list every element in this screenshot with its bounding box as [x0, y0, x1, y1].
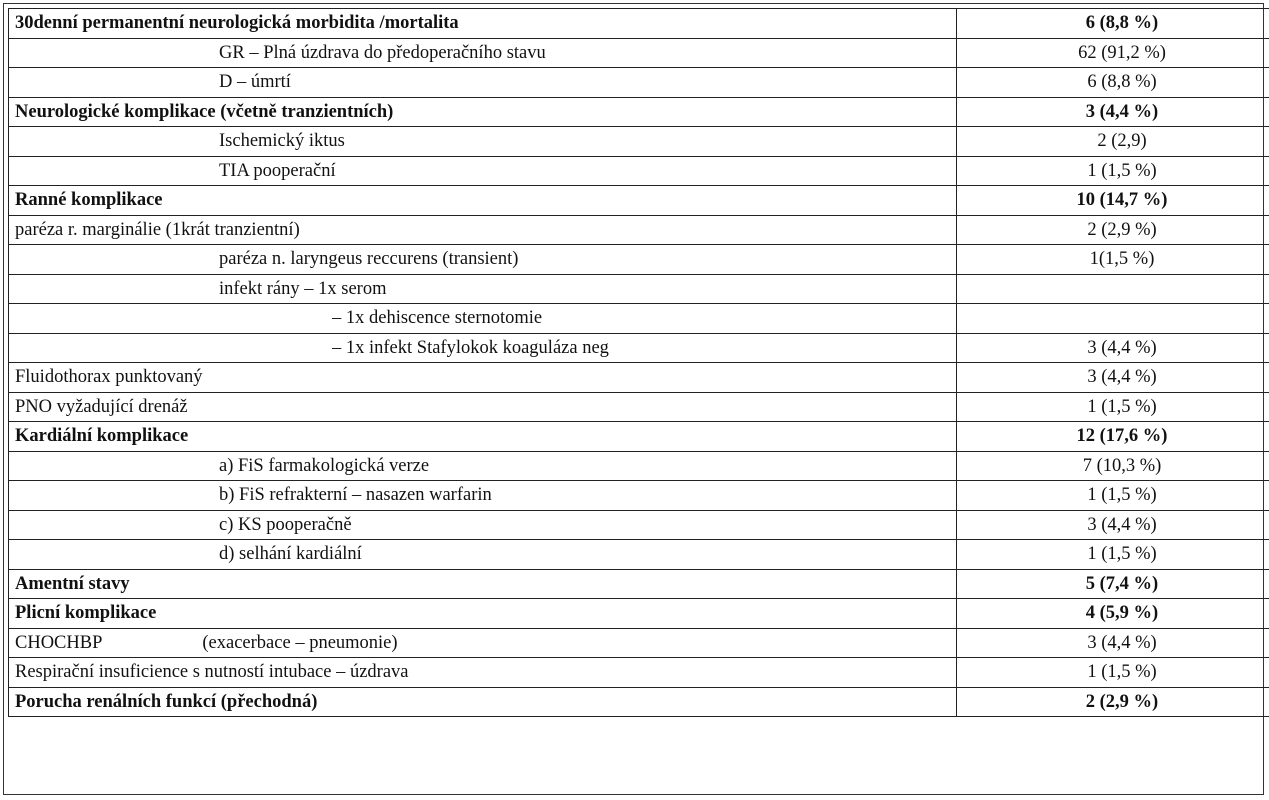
- row-value: 12 (17,6 %): [957, 422, 1269, 452]
- row-label: – 1x dehiscence sternotomie: [9, 304, 957, 334]
- row-value: 6 (8,8 %): [957, 9, 1269, 39]
- table-row: [9, 304, 1269, 334]
- table-row: [9, 451, 1269, 481]
- row-label: Ranné komplikace: [9, 186, 957, 216]
- row-value: 1 (1,5 %): [957, 156, 1269, 186]
- row-label: Amentní stavy: [9, 569, 957, 599]
- table-row: [9, 127, 1269, 157]
- row-label: infekt rány – 1x serom: [9, 274, 957, 304]
- table-row: [9, 9, 1269, 39]
- row-label: D – úmrtí: [9, 68, 957, 98]
- row-value: 1 (1,5 %): [957, 658, 1269, 688]
- row-value: 6 (8,8 %): [957, 68, 1269, 98]
- table-row: [9, 215, 1269, 245]
- table-row: [9, 658, 1269, 688]
- row-value: 2 (2,9 %): [957, 215, 1269, 245]
- row-label: – 1x infekt Stafylokok koaguláza neg: [9, 333, 957, 363]
- table-row: [9, 363, 1269, 393]
- table-row: [9, 186, 1269, 216]
- table-row: [9, 38, 1269, 68]
- row-value: 4 (5,9 %): [957, 599, 1269, 629]
- table-row: [9, 569, 1269, 599]
- row-value: 7 (10,3 %): [957, 451, 1269, 481]
- row-label: d) selhání kardiální: [9, 540, 957, 570]
- row-value: 1 (1,5 %): [957, 392, 1269, 422]
- row-value: 3 (4,4 %): [957, 97, 1269, 127]
- table-row: [9, 540, 1269, 570]
- row-label: c) KS pooperačně: [9, 510, 957, 540]
- table-row: [9, 245, 1269, 275]
- table-row: [9, 628, 1269, 658]
- row-label: 30denní permanentní neurologická morbidita /mortalita: [9, 9, 957, 39]
- table-row: [9, 274, 1269, 304]
- row-value: 3 (4,4 %): [957, 363, 1269, 393]
- row-label: Fluidothorax punktovaný: [9, 363, 957, 393]
- table-row: [9, 599, 1269, 629]
- row-label: TIA pooperační: [9, 156, 957, 186]
- table-row: [9, 156, 1269, 186]
- row-value: 3 (4,4 %): [957, 333, 1269, 363]
- row-label: Porucha renálních funkcí (přechodná): [9, 687, 957, 717]
- row-label: b) FiS refrakterní – nasazen warfarin: [9, 481, 957, 511]
- row-value: [957, 274, 1269, 304]
- row-label: [9, 628, 957, 658]
- row-value: 62 (91,2 %): [957, 38, 1269, 68]
- row-label-detail: (exacerbace – pneumonie): [202, 632, 398, 653]
- complications-table: [8, 8, 1269, 717]
- row-label: GR – Plná úzdrava do předoperačního stavu: [9, 38, 957, 68]
- row-label: Ischemický iktus: [9, 127, 957, 157]
- row-label: Kardiální komplikace: [9, 422, 957, 452]
- table-row: [9, 481, 1269, 511]
- table-row: [9, 687, 1269, 717]
- row-label: Plicní komplikace: [9, 599, 957, 629]
- row-label: PNO vyžadující drenáž: [9, 392, 957, 422]
- row-value: 1 (1,5 %): [957, 540, 1269, 570]
- row-value: 3 (4,4 %): [957, 510, 1269, 540]
- row-value: 2 (2,9 %): [957, 687, 1269, 717]
- row-value: [957, 304, 1269, 334]
- row-value: 5 (7,4 %): [957, 569, 1269, 599]
- table-row: [9, 392, 1269, 422]
- row-value: 2 (2,9): [957, 127, 1269, 157]
- row-label: paréza n. laryngeus reccurens (transient): [9, 245, 957, 275]
- table-row: [9, 333, 1269, 363]
- table-row: [9, 68, 1269, 98]
- row-value: 3 (4,4 %): [957, 628, 1269, 658]
- table-row: [9, 97, 1269, 127]
- table-row: [9, 422, 1269, 452]
- row-value: 1 (1,5 %): [957, 481, 1269, 511]
- row-label: Neurologické komplikace (včetně tranzientních): [9, 97, 957, 127]
- row-label: paréza r. marginálie (1krát tranzientní): [9, 215, 957, 245]
- row-value: 1(1,5 %): [957, 245, 1269, 275]
- row-label-abbrev: CHOCHBP: [15, 632, 103, 653]
- row-label: a) FiS farmakologická verze: [9, 451, 957, 481]
- row-label: Respirační insuficience s nutností intubace – úzdrava: [9, 658, 957, 688]
- table-row: [9, 510, 1269, 540]
- row-value: 10 (14,7 %): [957, 186, 1269, 216]
